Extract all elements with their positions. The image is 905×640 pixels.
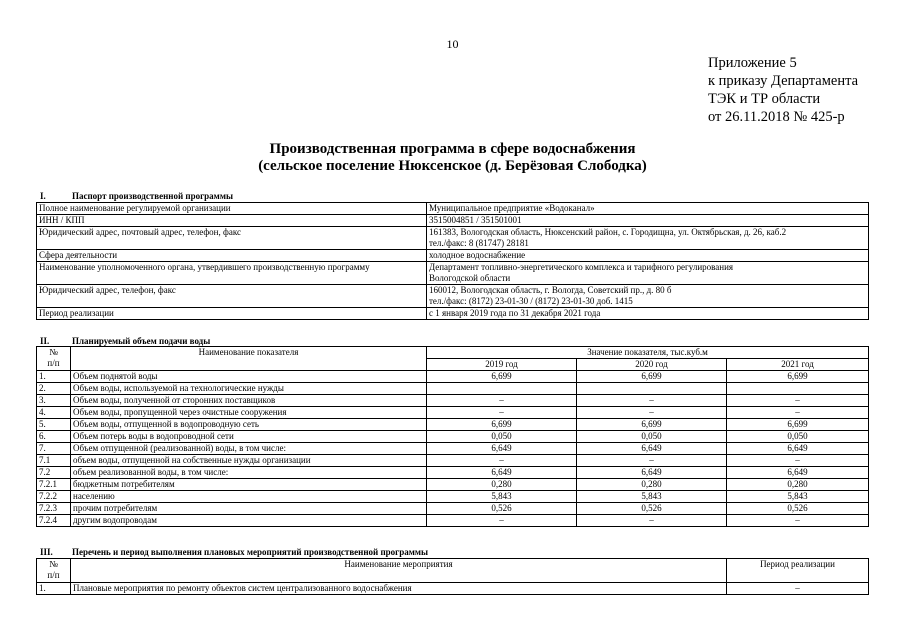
- table-row: [37, 215, 869, 227]
- table-row: [37, 479, 869, 491]
- indicator-value: –: [577, 515, 727, 527]
- indicator-value: 6,649: [727, 443, 869, 455]
- table-row: [37, 455, 869, 467]
- header-indicator-name: Наименование показателя: [71, 347, 427, 371]
- indicator-name: населению: [71, 491, 427, 503]
- row-number: 7.1: [37, 455, 71, 467]
- indicator-value: –: [577, 455, 727, 467]
- passport-label: Юридический адрес, почтовый адрес, телефон, факс: [37, 227, 427, 250]
- row-number: 5.: [37, 419, 71, 431]
- indicator-value: –: [427, 395, 577, 407]
- indicator-value: –: [727, 407, 869, 419]
- table-row: [37, 431, 869, 443]
- indicator-name: Объем потерь воды в водопроводной сети: [71, 431, 427, 443]
- section-title: Планируемый объем подачи воды: [72, 336, 211, 346]
- section-heading-measures: [36, 547, 868, 558]
- indicator-value: 6,649: [727, 467, 869, 479]
- indicator-name: Объем воды, пропущенной через очистные сооружения: [71, 407, 427, 419]
- row-number: 7.2.4: [37, 515, 71, 527]
- measure-name: Плановые мероприятия по ремонту объектов систем централизованного водоснабжения: [71, 583, 727, 595]
- section-title: Перечень и период выполнения плановых мероприятий производственной программы: [72, 547, 429, 557]
- section-number: I.: [40, 191, 46, 201]
- passport-value-line: с 1 января 2019 года по 31 декабря 2021 года: [429, 308, 601, 318]
- indicator-value: 6,699: [577, 371, 727, 383]
- row-number: 7.2: [37, 467, 71, 479]
- appendix-line: от 26.11.2018 № 425-р: [708, 109, 845, 125]
- section-heading-passport: [36, 191, 868, 202]
- header-number-sign: №: [49, 559, 58, 569]
- table-row: [37, 407, 869, 419]
- section-number: III.: [40, 547, 53, 557]
- indicator-value: –: [427, 515, 577, 527]
- header-number: [37, 559, 71, 583]
- header-number-abbr: п/п: [47, 358, 60, 368]
- passport-value-line: холодное водоснабжение: [429, 250, 526, 260]
- title-line: Производственная программа в сфере водоснабжения: [269, 141, 636, 157]
- indicator-value: [427, 383, 577, 395]
- table-row: [37, 583, 869, 595]
- indicator-value: 6,699: [427, 419, 577, 431]
- header-year: 2021 год: [727, 359, 869, 371]
- table-row: [37, 467, 869, 479]
- indicator-name: Объем воды, полученной от сторонних поставщиков: [71, 395, 427, 407]
- passport-value: [427, 215, 869, 227]
- header-year: 2020 год: [577, 359, 727, 371]
- header-year: 2019 год: [427, 359, 577, 371]
- indicator-value: 0,526: [577, 503, 727, 515]
- row-number: 1.: [37, 583, 71, 595]
- measure-period: –: [727, 583, 869, 595]
- row-number: 7.: [37, 443, 71, 455]
- passport-value-line: Вологодской области: [429, 273, 511, 283]
- appendix-line: ТЭК и ТР области: [708, 91, 821, 107]
- header-indicator-value: Значение показателя, тыс.куб.м: [427, 347, 869, 359]
- passport-label: Юридический адрес, телефон, факс: [37, 285, 427, 308]
- indicator-value: 0,280: [727, 479, 869, 491]
- indicator-value: 5,843: [727, 491, 869, 503]
- indicator-name: другим водопроводам: [71, 515, 427, 527]
- table-row: [37, 285, 869, 308]
- table-row: [37, 250, 869, 262]
- indicator-value: 6,649: [577, 467, 727, 479]
- table-row: [37, 262, 869, 285]
- indicator-value: 6,699: [427, 371, 577, 383]
- indicator-value: 6,699: [577, 419, 727, 431]
- row-number: 3.: [37, 395, 71, 407]
- passport-value-line: тел./факс: 8 (81747) 28181: [429, 238, 529, 248]
- passport-label: Период реализации: [37, 308, 427, 320]
- indicator-name: Объем воды, отпущенной в водопроводную сеть: [71, 419, 427, 431]
- row-number: 7.2.3: [37, 503, 71, 515]
- indicator-name: прочим потребителям: [71, 503, 427, 515]
- passport-value: [427, 262, 869, 285]
- indicator-value: 0,526: [427, 503, 577, 515]
- header-measure-name: Наименование мероприятия: [71, 559, 727, 583]
- indicator-value: 6,649: [427, 467, 577, 479]
- header-period: Период реализации: [727, 559, 869, 583]
- measures-table: [36, 558, 869, 595]
- header-number: [37, 347, 71, 371]
- passport-label: ИНН / КПП: [37, 215, 427, 227]
- passport-value: [427, 308, 869, 320]
- row-number: 7.2.2: [37, 491, 71, 503]
- indicator-value: [727, 383, 869, 395]
- indicator-value: 5,843: [577, 491, 727, 503]
- indicator-value: 6,649: [577, 443, 727, 455]
- indicator-value: 6,649: [427, 443, 577, 455]
- indicator-value: 0,280: [577, 479, 727, 491]
- row-number: 1.: [37, 371, 71, 383]
- section-title: Паспорт производственной программы: [72, 191, 233, 201]
- passport-value: [427, 227, 869, 250]
- table-row: [37, 383, 869, 395]
- table-header-row: [37, 347, 869, 359]
- table-row: [37, 443, 869, 455]
- indicator-value: 0,050: [577, 431, 727, 443]
- indicator-name: объем реализованной воды, в том числе:: [71, 467, 427, 479]
- passport-value-line: 3515004851 / 351501001: [429, 215, 522, 225]
- section-number: II.: [40, 336, 50, 346]
- indicator-value: –: [577, 407, 727, 419]
- appendix-reference: [708, 54, 858, 126]
- passport-label: Сфера деятельности: [37, 250, 427, 262]
- table-row: [37, 515, 869, 527]
- indicator-name: Объем поднятой воды: [71, 371, 427, 383]
- indicator-value: 5,843: [427, 491, 577, 503]
- row-number: 6.: [37, 431, 71, 443]
- indicator-name: объем воды, отпущенной на собственные нужды организации: [71, 455, 427, 467]
- indicator-value: –: [577, 395, 727, 407]
- passport-table: [36, 202, 869, 320]
- passport-label: Наименование уполномоченного органа, утвердившего производственную программу: [37, 262, 427, 285]
- indicator-name: Объем воды, используемой на технологические нужды: [71, 383, 427, 395]
- indicator-value: [577, 383, 727, 395]
- appendix-line: Приложение 5: [708, 55, 797, 71]
- row-number: 7.2.1: [37, 479, 71, 491]
- indicator-value: 6,699: [727, 419, 869, 431]
- water-volume-table: [36, 346, 869, 527]
- table-row: [37, 203, 869, 215]
- document-title: [0, 141, 905, 175]
- appendix-line: к приказу Департамента: [708, 73, 859, 89]
- table-row: [37, 227, 869, 250]
- passport-value-line: 161383, Вологодская область, Нюксенский район, с. Городищна, ул. Октябрьская, д. 26, каб.2: [429, 227, 787, 237]
- indicator-value: –: [427, 455, 577, 467]
- title-line: (сельское поселение Нюксенское (д. Берёзовая Слободка): [258, 158, 647, 174]
- indicator-name: Объем отпущенной (реализованной) воды, в том числе:: [71, 443, 427, 455]
- indicator-value: 0,526: [727, 503, 869, 515]
- passport-value: [427, 250, 869, 262]
- table-row: [37, 395, 869, 407]
- passport-value-line: 160012, Вологодская область, г. Вологда, Советский пр., д. 80 б: [429, 285, 672, 295]
- passport-value-line: Муниципальное предприятие «Водоканал»: [429, 203, 595, 213]
- row-number: 4.: [37, 407, 71, 419]
- table-row: [37, 371, 869, 383]
- passport-label: Полное наименование регулируемой организации: [37, 203, 427, 215]
- header-number-sign: №: [49, 347, 58, 357]
- indicator-value: 6,699: [727, 371, 869, 383]
- passport-value-line: тел./факс: (8172) 23-01-30 / (8172) 23-01-30 доб. 1415: [429, 296, 633, 306]
- indicator-value: –: [727, 455, 869, 467]
- table-row: [37, 308, 869, 320]
- passport-value: [427, 285, 869, 308]
- table-row: [37, 491, 869, 503]
- indicator-name: бюджетным потребителям: [71, 479, 427, 491]
- table-header-row: [37, 559, 869, 583]
- passport-value: [427, 203, 869, 215]
- passport-value-line: Департамент топливно-энергетического комплекса и тарифного регулирования: [429, 262, 734, 272]
- indicator-value: 0,050: [427, 431, 577, 443]
- indicator-value: 0,050: [727, 431, 869, 443]
- table-row: [37, 419, 869, 431]
- indicator-value: 0,280: [427, 479, 577, 491]
- row-number: 2.: [37, 383, 71, 395]
- indicator-value: –: [727, 515, 869, 527]
- table-row: [37, 503, 869, 515]
- header-number-abbr: п/п: [47, 570, 60, 580]
- indicator-value: –: [727, 395, 869, 407]
- page-number: 10: [446, 37, 459, 51]
- indicator-value: –: [427, 407, 577, 419]
